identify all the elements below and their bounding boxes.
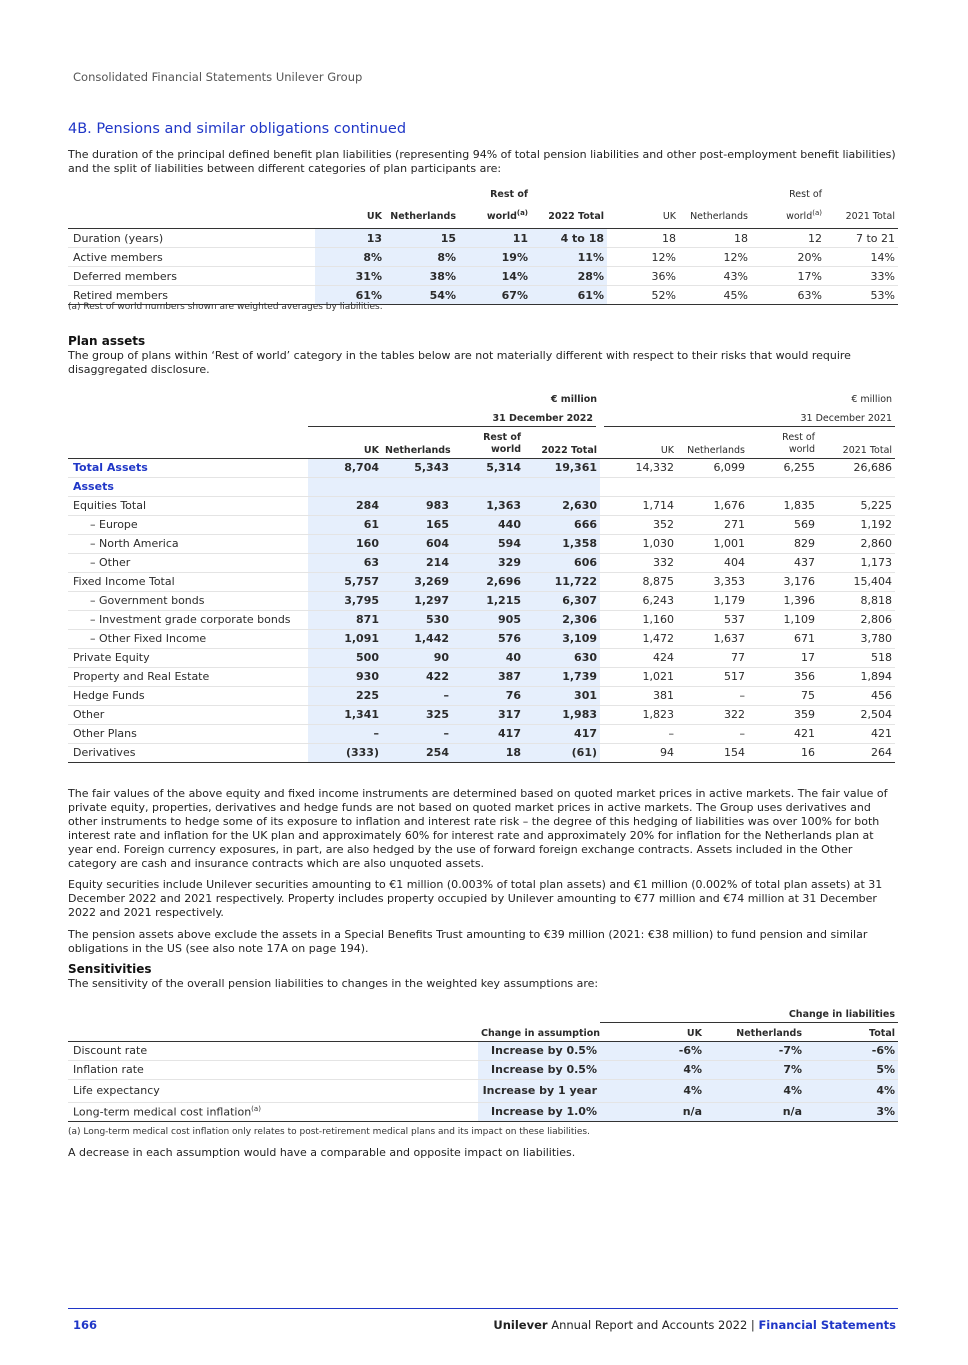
cell: 1,637	[677, 629, 748, 648]
cell: (61)	[524, 743, 600, 762]
cell: 1,442	[382, 629, 452, 648]
cell: 537	[677, 610, 748, 629]
cell: -7%	[705, 1041, 805, 1060]
period-row	[68, 407, 895, 426]
footnote-marker: (a)	[812, 209, 822, 217]
cell: 2,504	[818, 705, 895, 724]
cell: 930	[308, 667, 382, 686]
cell: –	[382, 724, 452, 743]
cell: 440	[452, 515, 524, 534]
blank	[68, 1003, 478, 1022]
row-label: – Other	[68, 553, 308, 572]
cell: 1,297	[382, 591, 452, 610]
header-row	[68, 1022, 898, 1041]
cell: 18	[607, 229, 679, 248]
blank	[68, 426, 308, 458]
cell: 18	[679, 229, 751, 248]
running-header: Consolidated Financial Statements Unilever Group	[73, 70, 363, 84]
unit-2021: € million	[851, 394, 893, 405]
cell: 11	[459, 229, 531, 248]
row-label: – North America	[68, 534, 308, 553]
cell: 325	[382, 705, 452, 724]
cell: 63	[308, 553, 382, 572]
cell: Increase by 1.0%	[478, 1102, 600, 1121]
table-row	[68, 458, 895, 477]
table-row	[68, 515, 895, 534]
cell: 2,306	[524, 610, 600, 629]
cell: 8,818	[818, 591, 895, 610]
column-header: Rest of world$^{(a)}$	[459, 186, 531, 229]
cell: 1,173	[818, 553, 895, 572]
section-title: 4B. Pensions and similar obligations continued	[68, 121, 407, 137]
column-header: UK	[600, 1022, 705, 1041]
cell: 31%	[315, 267, 385, 286]
cell: 983	[382, 496, 452, 515]
cell: 8,704	[308, 458, 382, 477]
cell: 332	[600, 553, 677, 572]
cell: 1,396	[748, 591, 818, 610]
sensitivities-text: The sensitivity of the overall pension liabilities to changes in the weighted key assumptions are:	[68, 977, 599, 990]
cell: 225	[308, 686, 382, 705]
row-label: Derivatives	[68, 743, 308, 762]
cell: 2,630	[524, 496, 600, 515]
paragraph: Equity securities include Unilever securities amounting to €1 million (0.003% of total plan assets) and €1 million (0.002% of total plan assets) at 31 December 2022 and 2021 respectively. Property includes property occupied by Unilever amounting to €77 million and €74 million at 31 December 2022 and 2021 respectively.	[68, 878, 883, 919]
cell: 154	[677, 743, 748, 762]
cell: 456	[818, 686, 895, 705]
table-row	[68, 496, 895, 515]
cell: –	[677, 724, 748, 743]
cell: 20%	[751, 248, 825, 267]
cell: 67%	[459, 286, 531, 305]
column-header: Netherlands	[385, 186, 459, 229]
cell: 14%	[459, 267, 531, 286]
cell: n/a	[705, 1102, 805, 1121]
cell: 6,099	[677, 458, 748, 477]
table-row	[68, 267, 898, 286]
cell: 6,255	[748, 458, 818, 477]
cell: 381	[600, 686, 677, 705]
cell: 1,823	[600, 705, 677, 724]
cell: 264	[818, 743, 895, 762]
row-label: – Other Fixed Income	[68, 629, 308, 648]
table-row	[68, 743, 895, 762]
footnote-a: (a) Long-term medical cost inflation only relates to post-retirement medical plans and its impact on these liabilities.	[68, 1127, 590, 1137]
cell: 5,225	[818, 496, 895, 515]
table-row	[68, 534, 895, 553]
cell: 3,353	[677, 572, 748, 591]
column-header: 2021 Total	[818, 426, 895, 458]
cell: 1,983	[524, 705, 600, 724]
cell: 1,358	[524, 534, 600, 553]
cell: 1,341	[308, 705, 382, 724]
table-row	[68, 1041, 898, 1060]
cell: 1,835	[748, 496, 818, 515]
table-row	[68, 610, 895, 629]
table-row	[68, 248, 898, 267]
cell: 404	[677, 553, 748, 572]
cell: 160	[308, 534, 382, 553]
column-header: UK	[607, 186, 679, 229]
cell: 36%	[607, 267, 679, 286]
cell: 214	[382, 553, 452, 572]
cell: -6%	[805, 1041, 898, 1060]
row-label: Fixed Income Total	[68, 572, 308, 591]
row-label: Inflation rate	[68, 1060, 478, 1079]
cell	[748, 477, 818, 496]
cell: 4%	[600, 1079, 705, 1102]
cell: 33%	[825, 267, 898, 286]
cell: 18	[452, 743, 524, 762]
participants-table	[68, 186, 898, 305]
column-header: Total	[805, 1022, 898, 1041]
cell: 1,894	[818, 667, 895, 686]
column-header: Rest of world$^{(a)}$	[751, 186, 825, 229]
cell: 5,314	[452, 458, 524, 477]
row-label: Discount rate	[68, 1041, 478, 1060]
cell: 1,160	[600, 610, 677, 629]
cell	[677, 477, 748, 496]
cell: 4%	[705, 1079, 805, 1102]
cell: 630	[524, 648, 600, 667]
table-row	[68, 686, 895, 705]
cell: 3%	[805, 1102, 898, 1121]
plan-assets-table	[68, 388, 895, 763]
cell: 11,722	[524, 572, 600, 591]
cell: 829	[748, 534, 818, 553]
cell: 6,307	[524, 591, 600, 610]
sensitivities-table	[68, 1003, 898, 1122]
cell: 421	[818, 724, 895, 743]
cell: (333)	[308, 743, 382, 762]
cell: 5,757	[308, 572, 382, 591]
cell: 12	[751, 229, 825, 248]
cell	[600, 477, 677, 496]
cell: 387	[452, 667, 524, 686]
group-row	[68, 1003, 898, 1022]
row-label: – Government bonds	[68, 591, 308, 610]
cell: 77	[677, 648, 748, 667]
cell: 12%	[679, 248, 751, 267]
cell: 52%	[607, 286, 679, 305]
cell	[382, 477, 452, 496]
cell: 94	[600, 743, 677, 762]
cell: 352	[600, 515, 677, 534]
cell: 594	[452, 534, 524, 553]
cell: 359	[748, 705, 818, 724]
column-header: UK	[600, 426, 677, 458]
cell: 61%	[531, 286, 607, 305]
cell: –	[308, 724, 382, 743]
column-header: UK	[315, 186, 385, 229]
table-row	[68, 648, 895, 667]
cell: 254	[382, 743, 452, 762]
header-blank	[68, 186, 315, 229]
cell: 8,875	[600, 572, 677, 591]
paragraph: The pension assets above exclude the assets in a Special Benefits Trust amounting to €39 million (2021: €38 million) to fund pension and similar obligations in the US (see also note 17A on page 194).	[68, 928, 868, 955]
cell	[818, 477, 895, 496]
cell: 569	[748, 515, 818, 534]
cell: 53%	[825, 286, 898, 305]
column-header: 2022 Total	[524, 426, 600, 458]
cell	[452, 477, 524, 496]
cell: 356	[748, 667, 818, 686]
column-header: Netherlands	[677, 426, 748, 458]
cell: 40	[452, 648, 524, 667]
cell: 61	[308, 515, 382, 534]
cell: 1,021	[600, 667, 677, 686]
cell: 54%	[385, 286, 459, 305]
blank	[68, 1022, 478, 1041]
closing-text: A decrease in each assumption would have a comparable and opposite impact on liabilities.	[68, 1146, 576, 1159]
column-header: Netherlands	[705, 1022, 805, 1041]
cell: 317	[452, 705, 524, 724]
table-row	[68, 553, 895, 572]
cell: 284	[308, 496, 382, 515]
cell: 6,243	[600, 591, 677, 610]
cell: 530	[382, 610, 452, 629]
column-header: 2022 Total	[531, 186, 607, 229]
row-label: Other	[68, 705, 308, 724]
column-header: Rest of world	[452, 426, 524, 458]
cell: 16	[748, 743, 818, 762]
cell: 1,179	[677, 591, 748, 610]
period-2022: 31 December 2022	[308, 407, 600, 426]
cell: 1,363	[452, 496, 524, 515]
row-label: Duration (years)	[68, 229, 315, 248]
page-number: 166	[73, 1318, 98, 1332]
row-label: Hedge Funds	[68, 686, 308, 705]
cell: 1,109	[748, 610, 818, 629]
cell: 1,739	[524, 667, 600, 686]
cell: 2,696	[452, 572, 524, 591]
column-header-part: world$^{(a)}$	[486, 209, 528, 223]
row-label: Total Assets	[68, 458, 308, 477]
cell: 329	[452, 553, 524, 572]
cell: 421	[748, 724, 818, 743]
cell: 1,192	[818, 515, 895, 534]
row-label: Deferred members	[68, 267, 315, 286]
blank	[478, 1003, 600, 1022]
plan-assets-heading: Plan assets	[68, 334, 146, 348]
cell: –	[382, 686, 452, 705]
cell: n/a	[600, 1102, 705, 1121]
cell: 606	[524, 553, 600, 572]
unit-row	[68, 388, 895, 407]
footer-section: Financial Statements	[758, 1318, 896, 1332]
cell: 45%	[679, 286, 751, 305]
cell: -6%	[600, 1041, 705, 1060]
cell: 1,001	[677, 534, 748, 553]
cell: 19%	[459, 248, 531, 267]
table-row	[68, 1079, 898, 1102]
footnote-marker: (a)	[516, 209, 528, 217]
cell: 17	[748, 648, 818, 667]
table-row	[68, 667, 895, 686]
footnote-a: (a) Rest of world numbers shown are weighted averages by liabilities.	[68, 302, 383, 312]
cell: 63%	[751, 286, 825, 305]
cell: 8%	[385, 248, 459, 267]
cell: 7 to 21	[825, 229, 898, 248]
period-2021: 31 December 2021	[600, 407, 895, 426]
footnote-marker: (a)	[251, 1104, 261, 1113]
cell: 417	[452, 724, 524, 743]
cell: 165	[382, 515, 452, 534]
footer-report: Annual Report and Accounts 2022 |	[547, 1318, 759, 1332]
cell: 14%	[825, 248, 898, 267]
cell: 15,404	[818, 572, 895, 591]
cell: 76	[452, 686, 524, 705]
cell: 1,676	[677, 496, 748, 515]
cell: 26,686	[818, 458, 895, 477]
cell: 271	[677, 515, 748, 534]
blank	[68, 407, 308, 426]
cell: 1,030	[600, 534, 677, 553]
cell: 500	[308, 648, 382, 667]
cell: 5%	[805, 1060, 898, 1079]
footer-brand: Unilever	[493, 1318, 548, 1332]
cell	[308, 477, 382, 496]
cell: 3,109	[524, 629, 600, 648]
table-row	[68, 705, 895, 724]
cell: 4%	[600, 1060, 705, 1079]
cell: 3,795	[308, 591, 382, 610]
row-label: Property and Real Estate	[68, 667, 308, 686]
cell: 3,780	[818, 629, 895, 648]
paragraph: The fair values of the above equity and fixed income instruments are determined based on quoted market prices in active markets. The fair value of private equity, properties, derivatives and hedge funds are not based on quoted market prices in active markets. The Group uses derivatives and other instruments to hedge some of its exposure to inflation and interest rate risk – the degree of this hedging of liabilities was over 100% for both interest rate and inflation for the UK plan and approximately 60% for interest rate and approximately 20% for inflation for the Netherlands plan at year end. Foreign currency exposures, in part, are also hedged by the use of forward foreign exchange contracts. Assets included in the Other category are cash and insurance contracts which are also unquoted assets.	[68, 787, 888, 870]
row-label: Private Equity	[68, 648, 308, 667]
cell: 15	[385, 229, 459, 248]
cell: 424	[600, 648, 677, 667]
sensitivities-heading: Sensitivities	[68, 962, 152, 976]
cell: 4%	[805, 1079, 898, 1102]
table-row	[68, 724, 895, 743]
footer-divider	[68, 1308, 898, 1309]
cell: 5,343	[382, 458, 452, 477]
intro-text: The duration of the principal defined benefit plan liabilities (representing 94% of total pension liabilities and other post-employment benefit liabilities) and the split of liabilities between different categories of plan participants are:	[68, 148, 896, 175]
cell: 1,215	[452, 591, 524, 610]
header-row	[68, 186, 898, 229]
cell: 13	[315, 229, 385, 248]
cell: 43%	[679, 267, 751, 286]
cell: 90	[382, 648, 452, 667]
cell: Increase by 0.5%	[478, 1060, 600, 1079]
cell: 12%	[607, 248, 679, 267]
cell: 517	[677, 667, 748, 686]
cell: –	[677, 686, 748, 705]
column-header: Change in assumption	[478, 1022, 600, 1041]
row-label: Other Plans	[68, 724, 308, 743]
cell: 671	[748, 629, 818, 648]
table-row	[68, 477, 895, 496]
cell: 7%	[705, 1060, 805, 1079]
cell: 871	[308, 610, 382, 629]
cell: 3,176	[748, 572, 818, 591]
cell: 518	[818, 648, 895, 667]
cell: 17%	[751, 267, 825, 286]
cell: 75	[748, 686, 818, 705]
cell: 576	[452, 629, 524, 648]
column-header: Netherlands	[679, 186, 751, 229]
cell: 1,714	[600, 496, 677, 515]
row-label: Retired members	[68, 286, 315, 305]
cell: 905	[452, 610, 524, 629]
header-row	[68, 426, 895, 458]
blank	[68, 388, 308, 407]
cell: 61%	[315, 286, 385, 305]
column-header: 2021 Total	[825, 186, 898, 229]
cell: 38%	[385, 267, 459, 286]
cell: Increase by 0.5%	[478, 1041, 600, 1060]
table-row	[68, 229, 898, 248]
table-row	[68, 1060, 898, 1079]
table-row	[68, 629, 895, 648]
group-header: Change in liabilities	[600, 1003, 898, 1022]
column-header: Rest of world	[748, 426, 818, 458]
table-row	[68, 1102, 898, 1121]
plan-assets-text: The group of plans within ‘Rest of world’ category in the tables below are not materially different with respect to their risks that would require disaggregated disclosure.	[68, 349, 851, 376]
cell: 14,332	[600, 458, 677, 477]
cell: 322	[677, 705, 748, 724]
cell: –	[600, 724, 677, 743]
cell: 28%	[531, 267, 607, 286]
cell: 2,860	[818, 534, 895, 553]
table-row	[68, 591, 895, 610]
cell: 301	[524, 686, 600, 705]
cell: 4 to 18	[531, 229, 607, 248]
column-header-part: world$^{(a)}$	[786, 209, 822, 223]
row-label: Assets	[68, 477, 308, 496]
cell: 422	[382, 667, 452, 686]
table-row	[68, 572, 895, 591]
row-label: – Europe	[68, 515, 308, 534]
row-label: Life expectancy	[68, 1079, 478, 1102]
row-label: Long-term medical cost inflation$^{(a)}$	[68, 1102, 478, 1121]
unit-2022: € million	[550, 394, 598, 405]
cell: 8%	[315, 248, 385, 267]
column-header: Netherlands	[382, 426, 452, 458]
cell: 3,269	[382, 572, 452, 591]
cell: 19,361	[524, 458, 600, 477]
cell: Increase by 1 year	[478, 1079, 600, 1102]
row-label: Active members	[68, 248, 315, 267]
cell: 604	[382, 534, 452, 553]
cell: 417	[524, 724, 600, 743]
cell	[524, 477, 600, 496]
cell: 11%	[531, 248, 607, 267]
column-header: UK	[308, 426, 382, 458]
cell: 1,472	[600, 629, 677, 648]
cell: 666	[524, 515, 600, 534]
footer-title	[493, 1318, 896, 1332]
row-label: – Investment grade corporate bonds	[68, 610, 308, 629]
row-label: Equities Total	[68, 496, 308, 515]
cell: 437	[748, 553, 818, 572]
cell: 2,806	[818, 610, 895, 629]
cell: 1,091	[308, 629, 382, 648]
